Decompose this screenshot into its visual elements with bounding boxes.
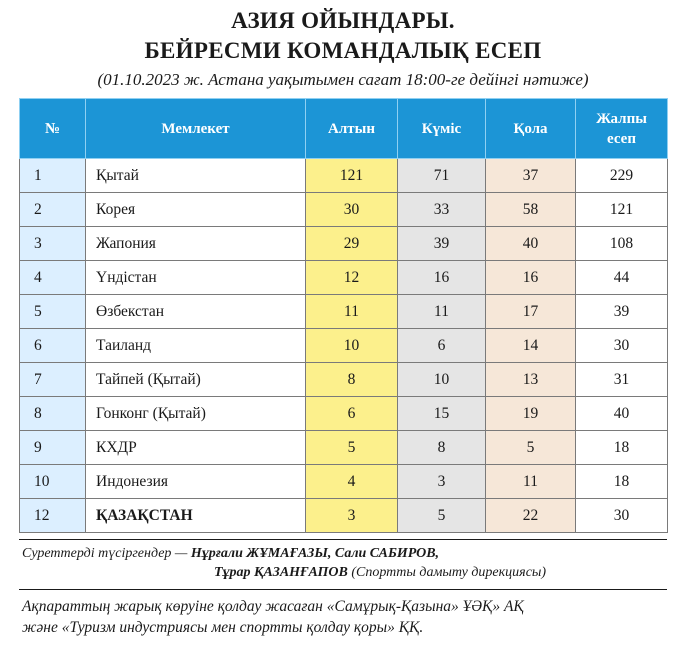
title-line-1: АЗИЯ ОЙЫНДАРЫ. — [231, 8, 455, 33]
cell-country: Корея — [86, 193, 306, 227]
cell-silver: 11 — [398, 295, 486, 329]
cell-gold: 4 — [306, 465, 398, 499]
cell-country: Гонконг (Қытай) — [86, 397, 306, 431]
cell-bronze: 11 — [486, 465, 576, 499]
cell-silver: 15 — [398, 397, 486, 431]
cell-silver: 16 — [398, 261, 486, 295]
cell-silver: 5 — [398, 499, 486, 533]
photo-credit-line-2 — [214, 565, 546, 581]
cell-bronze: 22 — [486, 499, 576, 533]
cell-country: Тайпей (Қытай) — [86, 363, 306, 397]
cell-rank: 3 — [20, 227, 86, 261]
photo-credit-prefix: Суреттерді түсіргендер — — [22, 546, 191, 561]
cell-gold: 5 — [306, 431, 398, 465]
cell-country: Индонезия — [86, 465, 306, 499]
cell-gold: 3 — [306, 499, 398, 533]
cell-rank: 9 — [20, 431, 86, 465]
title-line-2: БЕЙРЕСМИ КОМАНДАЛЫҚ ЕСЕП — [144, 38, 542, 63]
cell-silver: 8 — [398, 431, 486, 465]
header-bronze: Қола — [486, 99, 576, 159]
divider — [19, 539, 667, 540]
table-row — [20, 397, 668, 431]
table-header-row — [20, 99, 668, 159]
photo-credit-name: Тұрар ҚАЗАНҒАПОВ — [214, 565, 348, 580]
cell-total: 108 — [576, 227, 668, 261]
cell-bronze: 40 — [486, 227, 576, 261]
cell-country: Үндістан — [86, 261, 306, 295]
table-row — [20, 465, 668, 499]
table-row — [20, 261, 668, 295]
cell-country: Қытай — [86, 159, 306, 193]
header-country: Мемлекет — [86, 99, 306, 159]
cell-bronze: 19 — [486, 397, 576, 431]
photo-credit-org: (Спортты дамыту дирекциясы) — [347, 565, 547, 580]
cell-rank: 1 — [20, 159, 86, 193]
table-row — [20, 193, 668, 227]
cell-gold: 8 — [306, 363, 398, 397]
cell-silver: 3 — [398, 465, 486, 499]
cell-total: 18 — [576, 465, 668, 499]
cell-rank: 12 — [20, 499, 86, 533]
cell-total: 30 — [576, 499, 668, 533]
photo-credit-line-1 — [22, 546, 439, 562]
subtitle: (01.10.2023 ж. Астана уақытымен сағат 18:00-ге дейінгі нәтиже) — [97, 70, 589, 89]
cell-gold: 29 — [306, 227, 398, 261]
cell-rank: 7 — [20, 363, 86, 397]
photo-credit-names: Нұрғали ЖҰМАҒАЗЫ, Сали САБИРОВ, — [190, 546, 440, 561]
cell-gold: 30 — [306, 193, 398, 227]
cell-total: 229 — [576, 159, 668, 193]
cell-bronze: 14 — [486, 329, 576, 363]
cell-rank: 6 — [20, 329, 86, 363]
table-row — [20, 431, 668, 465]
cell-total: 121 — [576, 193, 668, 227]
table-row — [20, 499, 668, 533]
cell-gold: 10 — [306, 329, 398, 363]
cell-gold: 121 — [306, 159, 398, 193]
cell-country: ҚАЗАҚСТАН — [86, 499, 306, 533]
header-silver: Күміс — [398, 99, 486, 159]
cell-bronze: 16 — [486, 261, 576, 295]
table-row — [20, 329, 668, 363]
cell-bronze: 13 — [486, 363, 576, 397]
cell-rank: 8 — [20, 397, 86, 431]
cell-bronze: 5 — [486, 431, 576, 465]
cell-total: 31 — [576, 363, 668, 397]
cell-bronze: 37 — [486, 159, 576, 193]
cell-country: Өзбекстан — [86, 295, 306, 329]
header-total — [576, 99, 668, 159]
cell-silver: 39 — [398, 227, 486, 261]
cell-rank: 10 — [20, 465, 86, 499]
divider — [19, 589, 667, 590]
footer-line-2: және «Туризм индустриясы мен спортты қолдау қоры» ҚҚ. — [22, 619, 424, 636]
table-row — [20, 159, 668, 193]
cell-gold: 12 — [306, 261, 398, 295]
cell-country: Таиланд — [86, 329, 306, 363]
header-total-line-1: Жалпы — [596, 110, 647, 127]
cell-total: 30 — [576, 329, 668, 363]
cell-total: 18 — [576, 431, 668, 465]
cell-gold: 11 — [306, 295, 398, 329]
cell-rank: 4 — [20, 261, 86, 295]
cell-bronze: 17 — [486, 295, 576, 329]
cell-rank: 5 — [20, 295, 86, 329]
table-row — [20, 363, 668, 397]
header-total-line-2: есеп — [607, 130, 636, 147]
cell-country: Жапония — [86, 227, 306, 261]
cell-silver: 71 — [398, 159, 486, 193]
cell-total: 39 — [576, 295, 668, 329]
cell-total: 44 — [576, 261, 668, 295]
header-gold: Алтын — [306, 99, 398, 159]
cell-gold: 6 — [306, 397, 398, 431]
cell-country: КХДР — [86, 431, 306, 465]
cell-silver: 10 — [398, 363, 486, 397]
cell-rank: 2 — [20, 193, 86, 227]
table-row — [20, 295, 668, 329]
footer-line-1: Ақпараттың жарық көруіне қолдау жасаған «Самұрық-Қазына» ҰӘҚ» АҚ — [22, 598, 524, 615]
cell-bronze: 58 — [486, 193, 576, 227]
table-row — [20, 227, 668, 261]
cell-silver: 6 — [398, 329, 486, 363]
header-rank: № — [20, 99, 86, 159]
cell-silver: 33 — [398, 193, 486, 227]
cell-total: 40 — [576, 397, 668, 431]
medal-table — [19, 98, 668, 533]
